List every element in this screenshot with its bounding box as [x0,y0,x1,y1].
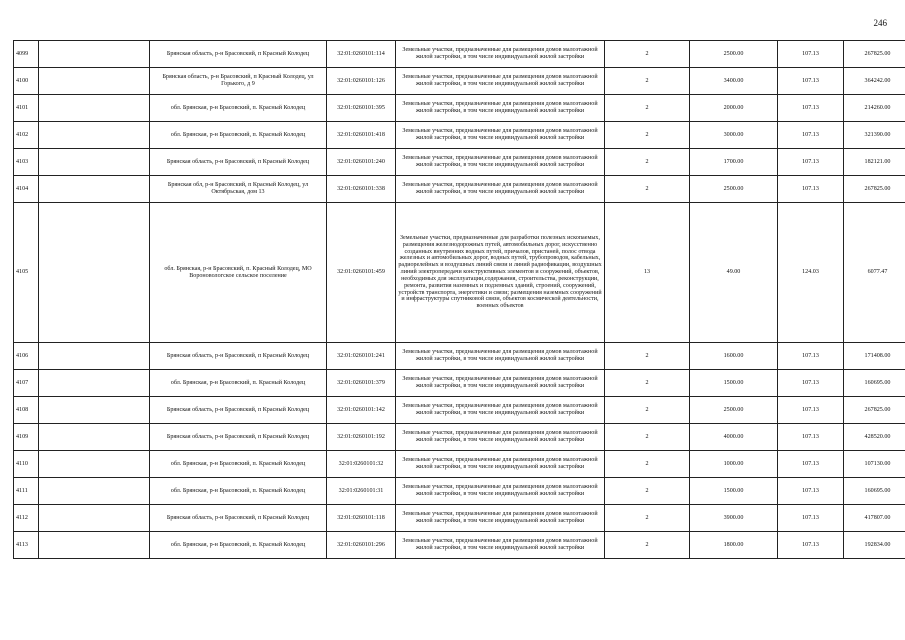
cadastral-number-cell: 32:01:0260101:32 [327,451,396,478]
area-cell: 4000.00 [690,424,778,451]
row-number: 4112 [14,505,39,532]
cadastral-value-cell: 214260.00 [844,95,905,122]
rate-cell: 107.13 [778,95,844,122]
row-number: 4108 [14,397,39,424]
area-cell: 1700.00 [690,149,778,176]
table-row [14,95,905,122]
row-number: 4106 [14,343,39,370]
table-row [14,397,905,424]
cadastral-value-cell: 267825.00 [844,397,905,424]
permitted-use-cell: Земельные участки, предназначенные для размещения домов малоэтажной жилой застройки, в том числе индивидуальной жилой застройки [396,95,605,122]
address-cell: Брянская обл, р-н Брасовский, п Красный Колодец, ул Октябрьская, дом 13 [150,176,327,203]
cadastral-value-cell: 267825.00 [844,176,905,203]
address-cell: Брянская область, р-н Брасовский, п Красный Колодец [150,41,327,68]
table-row [14,41,905,68]
row-number: 4107 [14,370,39,397]
cadastral-value-cell: 364242.00 [844,68,905,95]
permitted-use-cell: Земельные участки, предназначенные для размещения домов малоэтажной жилой застройки, в том числе индивидуальной жилой застройки [396,176,605,203]
row-number: 4100 [14,68,39,95]
address-cell: Брянская область, р-н Брасовский, п Красный Колодец [150,397,327,424]
page-number: 246 [873,18,887,28]
empty-cell [39,370,150,397]
table-row [14,68,905,95]
address-cell: Брянская область, р-н Брасовский, п Красный Колодец, ул Горького, д 9 [150,68,327,95]
row-number: 4113 [14,532,39,559]
table-row [14,122,905,149]
area-cell: 1600.00 [690,343,778,370]
area-cell: 49.00 [690,203,778,343]
rate-cell: 124.03 [778,203,844,343]
row-number: 4111 [14,478,39,505]
address-cell: Брянская область, р-н Брасовский, п Красный Колодец [150,505,327,532]
cadastral-value-cell: 267825.00 [844,41,905,68]
address-cell: обл. Брянская, р-н Брасовский, п. Красный Колодец [150,478,327,505]
permitted-use-cell: Земельные участки, предназначенные для размещения домов малоэтажной жилой застройки, в том числе индивидуальной жилой застройки [396,397,605,424]
area-cell: 1500.00 [690,370,778,397]
row-number: 4101 [14,95,39,122]
table-row [14,532,905,559]
permitted-use-cell: Земельные участки, предназначенные для размещения домов малоэтажной жилой застройки, в том числе индивидуальной жилой застройки [396,41,605,68]
rate-cell: 107.13 [778,149,844,176]
empty-cell [39,203,150,343]
cadastral-value-cell: 417807.00 [844,505,905,532]
cadastral-value-cell: 6077.47 [844,203,905,343]
cadastral-number-cell: 32:01:0260101:126 [327,68,396,95]
row-number: 4102 [14,122,39,149]
empty-cell [39,397,150,424]
permitted-use-cell: Земельные участки, предназначенные для размещения домов малоэтажной жилой застройки, в том числе индивидуальной жилой застройки [396,478,605,505]
address-cell: обл. Брянская, р-н Брасовский, п. Красный Колодец [150,95,327,122]
empty-cell [39,95,150,122]
table-row [14,203,905,343]
area-cell: 3400.00 [690,68,778,95]
category-cell: 2 [605,149,690,176]
empty-cell [39,505,150,532]
category-cell: 2 [605,424,690,451]
row-number: 4110 [14,451,39,478]
cadastral-number-cell: 32:01:0260101:31 [327,478,396,505]
rate-cell: 107.13 [778,122,844,149]
empty-cell [39,149,150,176]
table-row [14,176,905,203]
rate-cell: 107.13 [778,505,844,532]
area-cell: 2500.00 [690,397,778,424]
permitted-use-cell: Земельные участки, предназначенные для размещения домов малоэтажной жилой застройки, в том числе индивидуальной жилой застройки [396,424,605,451]
empty-cell [39,176,150,203]
area-cell: 1000.00 [690,451,778,478]
permitted-use-cell: Земельные участки, предназначенные для размещения домов малоэтажной жилой застройки, в том числе индивидуальной жилой застройки [396,68,605,95]
permitted-use-cell: Земельные участки, предназначенные для размещения домов малоэтажной жилой застройки, в том числе индивидуальной жилой застройки [396,343,605,370]
row-number: 4103 [14,149,39,176]
cadastral-number-cell: 32:01:0260101:296 [327,532,396,559]
cadastral-number-cell: 32:01:0260101:118 [327,505,396,532]
rate-cell: 107.13 [778,424,844,451]
rate-cell: 107.13 [778,41,844,68]
address-cell: обл. Брянская, р-н Брасовский, п. Красный Колодец [150,451,327,478]
cadastral-value-cell: 428520.00 [844,424,905,451]
cadastral-number-cell: 32:01:0260101:379 [327,370,396,397]
empty-cell [39,532,150,559]
address-cell: обл. Брянская, р-н Брасовский, п. Красный Колодец [150,122,327,149]
category-cell: 13 [605,203,690,343]
area-cell: 1500.00 [690,478,778,505]
permitted-use-cell: Земельные участки, предназначенные для размещения домов малоэтажной жилой застройки, в том числе индивидуальной жилой застройки [396,149,605,176]
rate-cell: 107.13 [778,451,844,478]
cadastral-number-cell: 32:01:0260101:241 [327,343,396,370]
table-body [14,41,905,559]
cadastral-value-cell: 182121.00 [844,149,905,176]
category-cell: 2 [605,343,690,370]
cadastral-number-cell: 32:01:0260101:418 [327,122,396,149]
permitted-use-cell: Земельные участки, предназначенные для размещения домов малоэтажной жилой застройки, в том числе индивидуальной жилой застройки [396,370,605,397]
area-cell: 3000.00 [690,122,778,149]
category-cell: 2 [605,451,690,478]
category-cell: 2 [605,68,690,95]
address-cell: Брянская область, р-н Брасовский, п Красный Колодец [150,424,327,451]
empty-cell [39,451,150,478]
address-cell: Брянская область, р-н Брасовский, п Красный Колодец [150,149,327,176]
table-row [14,424,905,451]
table-row [14,343,905,370]
cadastral-number-cell: 32:01:0260101:114 [327,41,396,68]
area-cell: 2500.00 [690,41,778,68]
category-cell: 2 [605,95,690,122]
area-cell: 2500.00 [690,176,778,203]
row-number: 4099 [14,41,39,68]
cadastral-number-cell: 32:01:0260101:142 [327,397,396,424]
category-cell: 2 [605,505,690,532]
permitted-use-cell: Земельные участки, предназначенные для разработки полезных ископаемых, размещения железнодорожных путей, автомобильных дорог, искусственно созданных внутренних водных путей, причалов, пристаней, полос отвода железных и автомобильных дорог, водных путей, трубопроводов, кабельных, радиорелейных и воздушных линий связи и линий радиофикации, воздушных линий электропередачи конструктивных элементов и сооружений, объектов, необходимых для эксплуатации,содержания, строительства, реконструкции, ремонта, развития наземных и подземных зданий, строений, сооружений, устройств транспорта, энергетики и связи; размещения наземных сооружений и инфраструктуры спутниковой связи, объектов космической деятельности, военных объектов [396,203,605,343]
empty-cell [39,68,150,95]
address-cell: обл. Брянская, р-н Брасовский, п. Красный Колодец [150,532,327,559]
category-cell: 2 [605,176,690,203]
empty-cell [39,424,150,451]
permitted-use-cell: Земельные участки, предназначенные для размещения домов малоэтажной жилой застройки, в том числе индивидуальной жилой застройки [396,532,605,559]
table-row [14,478,905,505]
row-number: 4104 [14,176,39,203]
category-cell: 2 [605,478,690,505]
cadastral-number-cell: 32:01:0260101:192 [327,424,396,451]
row-number: 4109 [14,424,39,451]
area-cell: 3900.00 [690,505,778,532]
category-cell: 2 [605,370,690,397]
rate-cell: 107.13 [778,532,844,559]
row-number: 4105 [14,203,39,343]
table-row [14,370,905,397]
cadastral-value-cell: 107130.00 [844,451,905,478]
address-cell: обл. Брянская, р-н Брасовский, п. Красный Колодец [150,370,327,397]
cadastral-value-cell: 160695.00 [844,370,905,397]
rate-cell: 107.13 [778,478,844,505]
land-registry-table [13,40,905,559]
cadastral-value-cell: 192834.00 [844,532,905,559]
category-cell: 2 [605,41,690,68]
area-cell: 1800.00 [690,532,778,559]
permitted-use-cell: Земельные участки, предназначенные для размещения домов малоэтажной жилой застройки, в том числе индивидуальной жилой застройки [396,505,605,532]
table-row [14,505,905,532]
rate-cell: 107.13 [778,397,844,424]
cadastral-number-cell: 32:01:0260101:338 [327,176,396,203]
address-cell: обл. Брянская, р-н Брасовский, п. Красный Колодец, МО Вороновологское сельское поселение [150,203,327,343]
cadastral-value-cell: 171408.00 [844,343,905,370]
cadastral-value-cell: 321390.00 [844,122,905,149]
rate-cell: 107.13 [778,370,844,397]
empty-cell [39,122,150,149]
cadastral-number-cell: 32:01:0260101:395 [327,95,396,122]
permitted-use-cell: Земельные участки, предназначенные для размещения домов малоэтажной жилой застройки, в том числе индивидуальной жилой застройки [396,122,605,149]
empty-cell [39,343,150,370]
cadastral-value-cell: 160695.00 [844,478,905,505]
table-row [14,149,905,176]
rate-cell: 107.13 [778,176,844,203]
cadastral-number-cell: 32:01:0260101:240 [327,149,396,176]
category-cell: 2 [605,397,690,424]
address-cell: Брянская область, р-н Брасовский, п Красный Колодец [150,343,327,370]
empty-cell [39,41,150,68]
category-cell: 2 [605,532,690,559]
table-row [14,451,905,478]
rate-cell: 107.13 [778,343,844,370]
empty-cell [39,478,150,505]
permitted-use-cell: Земельные участки, предназначенные для размещения домов малоэтажной жилой застройки, в том числе индивидуальной жилой застройки [396,451,605,478]
rate-cell: 107.13 [778,68,844,95]
cadastral-number-cell: 32:01:0260101:459 [327,203,396,343]
area-cell: 2000.00 [690,95,778,122]
category-cell: 2 [605,122,690,149]
